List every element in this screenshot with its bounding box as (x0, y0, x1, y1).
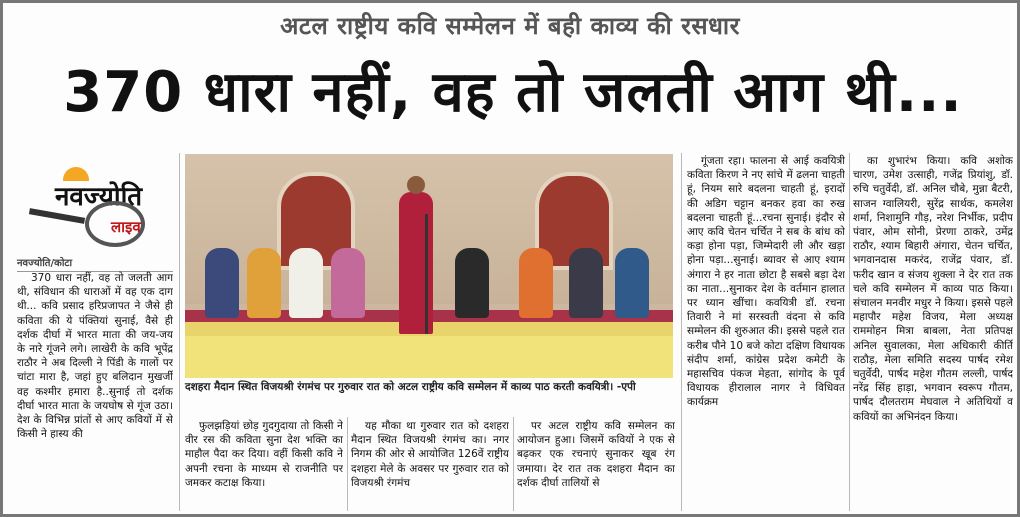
column-divider (681, 153, 682, 511)
main-headline: 370 धारा नहीं, वह तो जलती आग थी... (63, 60, 963, 125)
logo-subtitle: लाइव (111, 218, 141, 236)
column-divider (513, 417, 514, 511)
poet-figure (569, 248, 603, 318)
newspaper-logo (13, 161, 183, 251)
article-column-4: पर अटल राष्ट्रीय कवि सम्मेलन का आयोजन हुआ। जिसमें कवियों ने एक से बढ़कर एक रचनाएं सुनाकर खूब रंग जमाया। देर रात तक दशहरा मैदान का दर्शक दीर्घा तालियों से (517, 420, 675, 489)
column-divider (179, 153, 180, 511)
microphone-icon (425, 214, 428, 334)
column-divider (849, 153, 850, 511)
poet-figure (615, 248, 649, 318)
poet-figure (205, 248, 239, 318)
poet-figure (455, 248, 489, 318)
logo-brand: नवज्योति (55, 182, 143, 212)
article-column-5: गूंजता रहा। फालना से आई कवयित्री कविता किरण ने नए सांचे में ढलना चाहती हूं, नियम सारे बदलना चाहती हूं, इरादों की अडिग चट्टान बनकर हवा का रुख बदलना चाहती हूं...रचना सुनाई। इंदौर से आए कवि चेतन चर्चित ने सब के बांध को कड़ा होना पड़ा, जिम्मेदारी ली और खड़ा होना पड़ा...सुनाई। ब्यावर से आए श्याम अंगारा ने हर नाता छोटा है सबसे बड़ा देश का नाता...सुनाकर देश के वर्तमान हालात पर ध्यान खींचा। कवयित्री डॉ. रचना तिवारी ने मां सरस्वती वंदना से कवि सम्मेलन की शुरुआत की। इससे पहले रात करीब पौने 10 बजे कोटा दक्षिण विधायक संदीप शर्मा, कांग्रेस प्रदेश कमेटी के महासचिव पंकज मेहता, सांगोद के पूर्व विधायक हीरालाल नागर ने विधिवत कार्यक्रम (687, 155, 845, 409)
photo-caption: दशहरा मैदान स्थित विजयश्री रंगमंच पर गुरुवार रात को अटल राष्ट्रीय कवि सम्मेलन में काव्य पाठ करती कवयित्री। -एपी (185, 381, 636, 393)
kicker-headline: अटल राष्ट्रीय कवि सम्मेलन में बही काव्य की रसधार (280, 12, 740, 40)
event-photo (185, 154, 673, 378)
dateline: नवज्योति/कोटा (17, 255, 173, 272)
poet-figure (289, 248, 323, 318)
poet-figure (331, 248, 365, 318)
article-column-6: का शुभारंभ किया। कवि अशोक चारण, उमेश उत्साही, गजेंद्र प्रियांशु, डॉ. रुचि चतुर्वेदी, डॉ. अनिल चौबे, मुन्ना बैटरी, साजन ग्वालियरी, सुरेंद्र सार्थक, कमलेश शर्मा, निशामुनि गौड़, नरेश निर्भीक, प्रदीप पंवार, ओम सोनी, प्रेरणा ठाकरे, उमेंद्र राठौर, श्याम बिहारी अंगारा, चेतन चर्चित, भगवानदास मकरंद, राजेंद्र पंवार, डॉ. फरीद खान व संजय शुक्ला ने देर रात तक चले कवि सम्मेलन में काव्य पाठ किया। संचालन मनवीर मधुर ने किया। इससे पहले महापौर महेश विजय, मेला अध्यक्ष राममोहन मित्रा बाबला, नेता प्रतिपक्ष अनिल सुवालका, मेला अधिकारी कीर्ति राठौड़, मेला समिति सदस्य पार्षद रमेश चतुर्वेदी, पार्षद महेश गौतम लल्ली, पार्षद नरेंद्र सिंह हाड़ा, भगवान स्वरूप गौतम, पार्षद दौलतराम मेघवाल ने अतिथियों व कवियों का अभिनंदन किया। (853, 155, 1013, 423)
column-divider (347, 417, 348, 511)
article-column-1: 370 धारा नहीं, वह तो जलती आग थी, संविधान की धाराओं में वह एक दाग थी... कवि प्रसाद हरिप्रजापत ने जैसे ही कविता की ये पंक्तियां सुनाई, वैसे ही दर्शक दीर्घा में भारत माता की जय-जय के नारे गूंजने लगे। लाखेरी के कवि भूपेंद्र राठौर ने अब दिल्ली ने पिंडी के गालों पर चांटा मारा है, जहां हुए बलिदान मुखर्जी वह कश्मीर हमारा है..सुनाई तो दर्शक दीर्घा भारत माता के जयघोष से गूंज उठा। देश के विभिन्न प्रांतों से आए कवियों में से किसी ने हास्य की (17, 272, 173, 441)
poet-figure (519, 248, 553, 318)
article-column-2: फुलझड़ियां छोड़ गुदगुदाया तो किसी ने वीर रस की कविता सुना देश भक्ति का माहौल पैदा कर दिया। वहीं किसी कवि ने अपनी रचना के माध्यम से राजनीति पर जमकर कटाक्ष किया। (185, 420, 343, 489)
poet-figure (247, 248, 281, 318)
article-column-3: यह मौका था गुरुवार रात को दशहरा मैदान स्थित विजयश्री रंगमंच का। नगर निगम की ओर से आयोजित 126वें राष्ट्रीय दशहरा मेले के अवसर पर गुरुवार रात को विजयश्री रंगमंच (351, 420, 509, 489)
